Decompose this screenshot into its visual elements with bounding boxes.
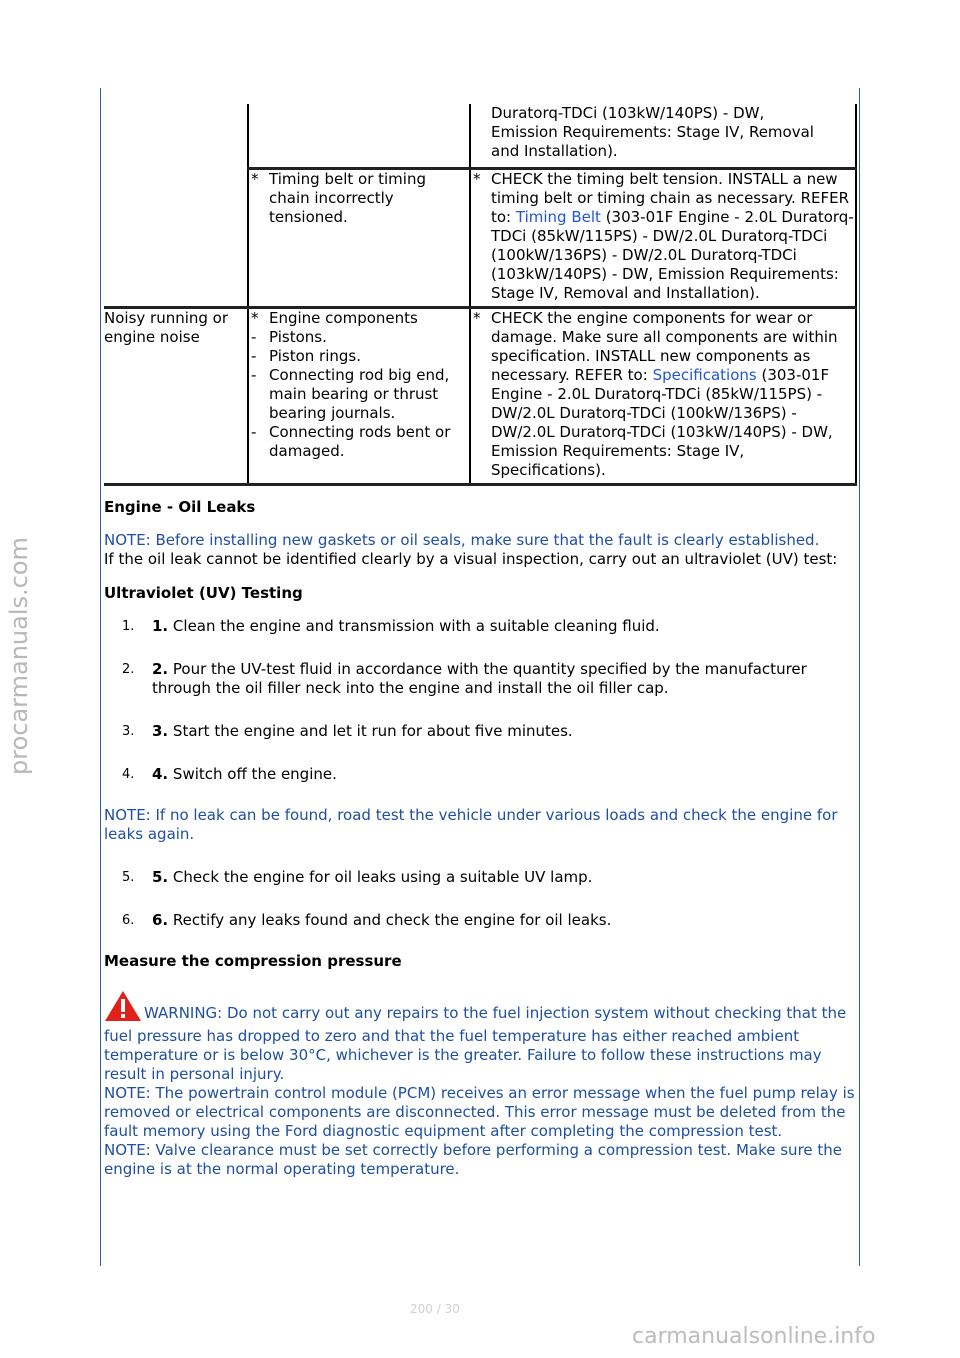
action-text: (303-01F Engine - 2.0L Duratorq-TDCi (85kW/115PS) - DW/2.0L Duratorq-TDCi (100kW/136PS) - DW/2.0L Duratorq-TDCi (103kW/140PS) - DW, Emission Requirements: Stage IV, Specifications). [491,366,833,479]
oil-leaks-note: NOTE: Before installing new gaskets or oil seals, make sure that the fault is clearly established. [104,531,820,549]
cause-text: Pistons. [269,328,327,346]
oil-leaks-intro: If the oil leak cannot be identified clearly by a visual inspection, carry out an ultraviolet (UV) test: [104,550,838,568]
bullet-marker: * [473,170,481,188]
cause-line: chain incorrectly [269,189,394,207]
document-body [104,104,856,1179]
compression-note-valve: NOTE: Valve clearance must be set correctly before performing a compression test. Make sure the engine is at the normal operating temperature. [104,1141,843,1178]
compression-heading: Measure the compression pressure [104,952,402,970]
step-label: 2. [152,660,169,678]
list-item [104,617,856,636]
compression-warning [104,990,856,1084]
right-margin-line [859,88,860,1266]
cause-cell [248,169,470,308]
left-margin-line [100,88,101,1266]
dash-marker: - [251,328,257,346]
action-line: Duratorq-TDCi (103kW/140PS) - DW, [491,104,765,122]
step-number: 1. [122,619,135,634]
step-text: Rectify any leaks found and check the engine for oil leaks. [172,911,612,929]
cause-text: Connecting rods bent or damaged. [269,423,451,460]
bullet-marker: * [251,170,259,188]
action-cell [470,308,856,485]
step-label: 6. [152,911,169,929]
bullet-marker: * [251,309,259,327]
uv-testing-heading: Ultraviolet (UV) Testing [104,584,303,602]
uv-steps [104,617,856,784]
action-cell [470,104,856,169]
cause-text: Engine components [269,309,418,327]
uv-note: NOTE: If no leak can be found, road test the vehicle under various loads and check the engine for leaks again. [104,806,838,843]
cause-line: Timing belt or timing [269,170,426,188]
step-label: 1. [152,617,169,635]
dash-marker: - [251,423,257,441]
step-label: 5. [152,868,169,886]
step-text: Clean the engine and transmission with a suitable cleaning fluid. [172,617,660,635]
step-number: 4. [122,767,135,782]
list-item [104,660,856,698]
bullet-marker: * [473,309,481,327]
condition-text: Noisy running or engine noise [104,309,229,346]
action-text: CHECK the timing belt tension. INSTALL a new timing belt or timing chain as necessary. REFER to: [491,170,849,226]
step-text: Start the engine and let it run for about five minutes. [172,722,573,740]
cause-text: Piston rings. [269,347,361,365]
oil-leaks-heading: Engine - Oil Leaks [104,498,256,516]
cause-line: tensioned. [269,208,348,226]
list-item [104,765,856,784]
list-item [104,911,856,930]
cause-text: Connecting rod big end, main bearing or thrust bearing journals. [269,366,450,422]
table-row [104,104,856,169]
page-number: 200 / 30 [410,1302,460,1316]
side-watermark: procarmanuals.com [5,537,33,775]
action-cell [470,169,856,308]
cause-cell [248,308,470,485]
action-line: Emission Requirements: Stage IV, Removal [491,123,814,141]
step-label: 4. [152,765,169,783]
warning-text: WARNING: Do not carry out any repairs to the fuel injection system without checking that the fuel pressure has dropped to zero and that the fuel temperature has either reached ambient temperature or is below 30°C, whichever is the greater. Failure to follow these instructions may result in personal injury. [104,1004,847,1083]
uv-steps-continued [104,868,856,930]
list-item [104,868,856,887]
cause-cell [248,104,470,169]
specifications-link[interactable]: Specifications [652,366,757,384]
action-text: (303-01F Engine - 2.0L Duratorq-TDCi (85kW/115PS) - DW/2.0L Duratorq-TDCi (100kW/136PS) - DW/2.0L Duratorq-TDCi (103kW/140PS) - DW, Emission Requirements: Stage IV, Removal and Installation). [491,208,854,302]
bottom-watermark: carmanualsonline.info [632,1324,876,1349]
list-item [104,722,856,741]
condition-cell [104,104,248,308]
step-text: Switch off the engine. [172,765,337,783]
action-line: and Installation). [491,142,618,160]
step-label: 3. [152,722,169,740]
symptom-table [104,104,857,486]
step-number: 3. [122,724,135,739]
warning-triangle-icon [104,990,142,1027]
step-text: Check the engine for oil leaks using a suitable UV lamp. [172,868,593,886]
step-text: Pour the UV-test fluid in accordance with the quantity specified by the manufacturer through the oil filler neck into the engine and install the oil filler cap. [152,660,807,697]
timing-belt-link[interactable]: Timing Belt [515,208,601,226]
dash-marker: - [251,366,257,384]
condition-cell [104,308,248,485]
compression-note-pcm: NOTE: The powertrain control module (PCM) receives an error message when the fuel pump relay is removed or electrical components are disconnected. This error message must be deleted from the fault memory using the Ford diagnostic equipment after completing the compression test. [104,1084,855,1140]
dash-marker: - [251,347,257,365]
step-number: 2. [122,662,135,677]
step-number: 6. [122,913,135,928]
action-text: CHECK the engine components for wear or damage. Make sure all components are within specification. INSTALL new components as necessary. REFER to: [491,309,838,384]
table-row [104,308,856,485]
step-number: 5. [122,870,135,885]
